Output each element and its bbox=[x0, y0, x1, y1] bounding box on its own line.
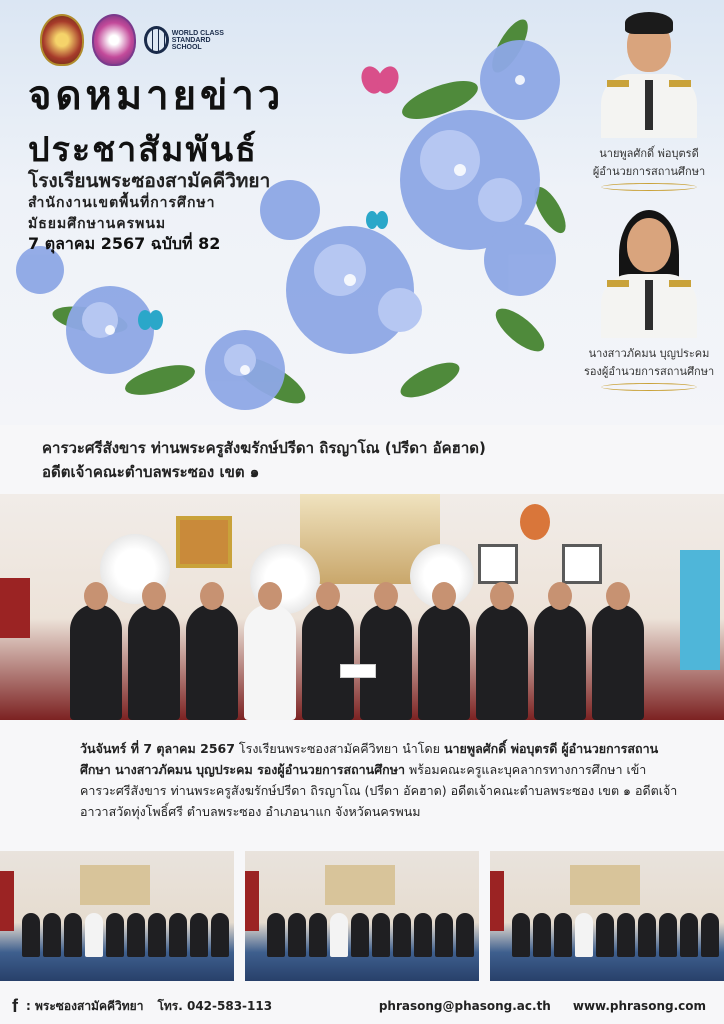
main-event-photo bbox=[0, 494, 724, 720]
director-photo bbox=[597, 10, 701, 138]
photo-gallery bbox=[0, 851, 724, 981]
newsletter-subtitle: ประชาสัมพันธ์ bbox=[28, 131, 258, 169]
newsletter-title: จดหมายข่าว bbox=[28, 74, 285, 118]
mourner bbox=[476, 604, 528, 720]
website-link[interactable]: www.phrasong.com bbox=[572, 999, 706, 1013]
mourner bbox=[244, 604, 296, 720]
body-date: วันจันทร์ ที่ 7 ตุลาคม 2567 bbox=[80, 741, 235, 756]
director-card bbox=[584, 10, 714, 191]
mourner bbox=[70, 604, 122, 720]
globe-icon bbox=[144, 26, 169, 54]
headline-line-1: คารวะศรีสังขาร ท่านพระครูสังฆรักษ์ปรีดา ถิรญาโณ (ปรีดา อัคฮาด) bbox=[42, 439, 486, 457]
mourner bbox=[128, 604, 180, 720]
monk-portrait bbox=[176, 516, 232, 568]
school-name: โรงเรียนพระซองสามัคคีวิทยา bbox=[28, 170, 271, 192]
gallery-photo-2[interactable] bbox=[245, 851, 479, 981]
mourner-group bbox=[70, 604, 644, 720]
headline-line-2: อดีตเจ้าคณะตำบลพระซอง เขต ๑ bbox=[42, 463, 260, 481]
gold-flourish-icon bbox=[601, 383, 697, 391]
mourner bbox=[186, 604, 238, 720]
contact-footer bbox=[0, 988, 724, 1024]
envelope-offering bbox=[340, 664, 376, 678]
issue-date: 7 ตุลาคม 2567 ฉบับที่ 82 bbox=[28, 234, 221, 253]
deputy-director-role: รองผู้อำนวยการสถานศึกษา bbox=[584, 365, 715, 378]
office-line-1: สำนักงานเขตพื้นที่การศึกษา bbox=[28, 195, 216, 211]
mourner bbox=[534, 604, 586, 720]
mourner bbox=[302, 604, 354, 720]
world-class-school-logo bbox=[144, 22, 232, 58]
gold-flourish-icon bbox=[601, 183, 697, 191]
body-director: นายพูลศักดิ์ พ่อบุตรดี bbox=[443, 741, 558, 756]
mourner bbox=[418, 604, 470, 720]
picture-frame bbox=[478, 544, 518, 584]
mourner bbox=[360, 604, 412, 720]
logo-text-line1: WORLD CLASS bbox=[171, 29, 224, 37]
newsletter-header bbox=[0, 0, 724, 425]
mourner bbox=[592, 604, 644, 720]
school-emblem-icon bbox=[92, 14, 136, 66]
news-headline bbox=[42, 436, 486, 484]
ministry-emblem-icon bbox=[40, 14, 84, 66]
deputy-director-card bbox=[584, 210, 714, 391]
picture-frame bbox=[562, 544, 602, 584]
body-titles: ผู้อำนวยการสถานศึกษา นางสาวภัคมน บุญประคม รองผู้อำนวยการสถานศึกษา bbox=[80, 741, 659, 777]
email-address[interactable]: phrasong@phasong.ac.th bbox=[378, 999, 551, 1013]
deputy-director-photo bbox=[597, 210, 701, 338]
office-line-2: มัธยมศึกษานครพนม bbox=[28, 216, 167, 232]
facebook-icon[interactable]: f bbox=[12, 995, 18, 1016]
red-chair bbox=[0, 578, 30, 638]
facebook-page-name[interactable]: : พระซองสามัคคีวิทยา bbox=[26, 998, 144, 1013]
decoration-orb bbox=[520, 504, 550, 540]
gallery-photo-3[interactable] bbox=[490, 851, 724, 981]
butterfly-pink-icon bbox=[358, 63, 402, 96]
blue-rack bbox=[680, 550, 720, 670]
logo-text-line2: STANDARD SCHOOL bbox=[171, 36, 211, 51]
phone-number: โทร. 042-583-113 bbox=[157, 998, 273, 1013]
gallery-photo-1[interactable] bbox=[0, 851, 234, 981]
news-body bbox=[80, 738, 680, 822]
body-intro: โรงเรียนพระซองสามัคคีวิทยา นำโดย bbox=[234, 741, 444, 756]
director-role: ผู้อำนวยการสถานศึกษา bbox=[592, 165, 706, 178]
deputy-director-name: นางสาวภัคมน บุญประคม bbox=[588, 347, 710, 360]
director-name: นายพูลศักดิ์ พ่อบุตรดี bbox=[599, 147, 699, 160]
school-logos bbox=[40, 14, 232, 66]
body-detail: พร้อมคณะครูและบุคลากรทางการศึกษา เข้าคารวะศรีสังขาร ท่านพระครูสังฆรักษ์ปรีดา ถิรญาโณ (ปรีดา อัคฮาด) อดีตเจ้าคณะตำบลพระซอง เขต ๑ อดีตเจ้าอาวาสวัดทุ่งโพธิ์ศรี ตำบลพระซอง อำเภอนาแก จังหวัดนครพนม bbox=[80, 762, 678, 819]
